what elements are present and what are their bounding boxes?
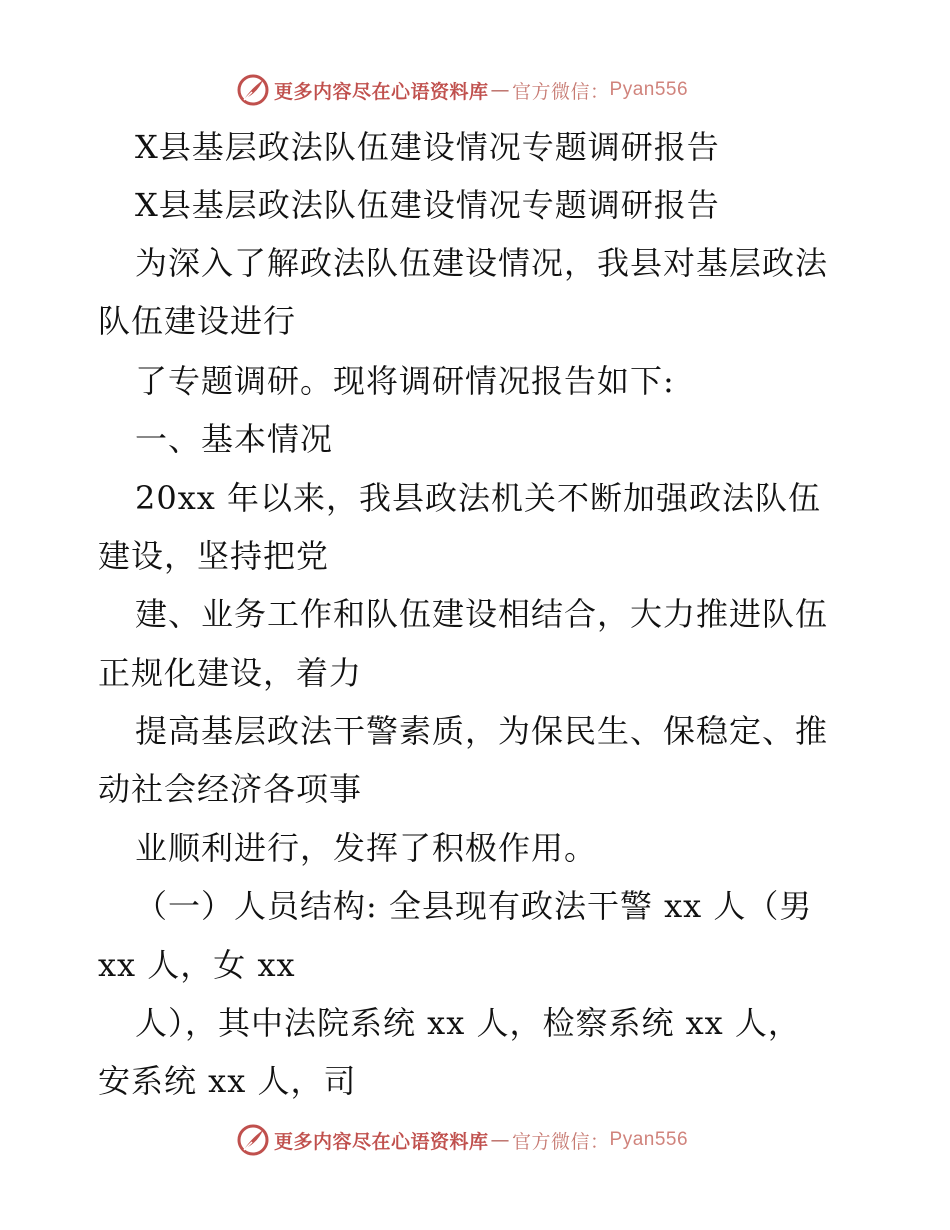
watermark-wechat-id: Pyan556: [609, 79, 689, 100]
watermark-main-text: 更多内容尽在心语资料库: [274, 1130, 489, 1153]
watermark-wechat-label: 官方微信：: [512, 80, 610, 103]
watermark-dash: —: [490, 1129, 511, 1151]
document-title-repeat: X县基层政法队伍建设情况专题调研报告: [135, 186, 720, 224]
watermark-dash: —: [490, 79, 511, 101]
document-title: X县基层政法队伍建设情况专题调研报告: [135, 128, 720, 166]
paragraph-line: xx 人，女 xx: [98, 946, 296, 984]
paragraph-line: 人），其中法院系统 xx 人，检察系统 xx 人，: [135, 1004, 801, 1042]
watermark-main-text: 更多内容尽在心语资料库: [274, 80, 489, 103]
section-heading: 一、基本情况: [135, 420, 334, 458]
paragraph-line: 为深入了解政法队伍建设情况，我县对基层政法: [135, 244, 829, 282]
paragraph-line: 动社会经济各项事: [98, 770, 363, 808]
paragraph-line: （一）人员结构: 全县现有政法干警 xx 人（男: [135, 887, 813, 925]
watermark-wechat-id: Pyan556: [609, 1129, 689, 1150]
paragraph-line: 了专题调研。现将调研情况报告如下:: [135, 362, 675, 400]
paragraph-line: 建、业务工作和队伍建设相结合，大力推进队伍: [135, 595, 829, 633]
paragraph-line: 正规化建设，着力: [98, 654, 363, 692]
feather-logo-icon: [236, 1123, 270, 1157]
paragraph-line: 20xx 年以来，我县政法机关不断加强政法队伍: [135, 479, 821, 517]
paragraph-line: 队伍建设进行: [98, 302, 297, 340]
paragraph-line: 提高基层政法干警素质，为保民生、保稳定、推: [135, 712, 829, 750]
watermark-wechat-label: 官方微信：: [512, 1130, 610, 1153]
paragraph-line: 建设，坚持把党: [98, 537, 330, 575]
paragraph-line: 安系统 xx 人，司: [98, 1062, 357, 1100]
paragraph-line: 业顺利进行，发挥了积极作用。: [135, 829, 598, 867]
watermark-footer: [236, 1123, 688, 1157]
